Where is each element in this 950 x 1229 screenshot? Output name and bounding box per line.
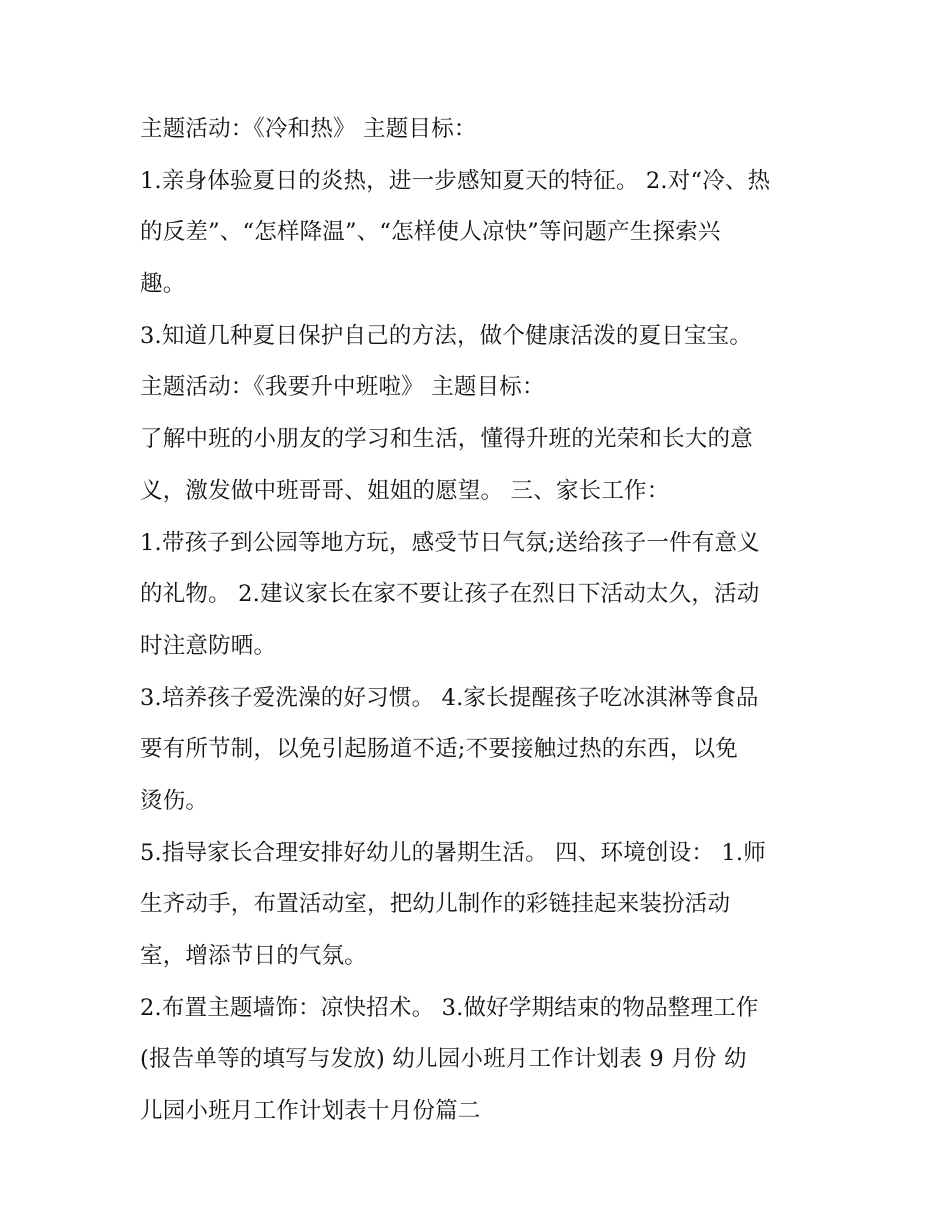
text-line: 主题活动：《冷和热》 主题目标： — [140, 116, 477, 142]
text-line: 要有所节制，以免引起肠道不适;不要接触过热的东西，以免 — [140, 736, 738, 763]
text-line: 3.知道几种夏日保护自己的方法，做个健康活泼的夏日宝宝。 — [140, 322, 753, 349]
text-line: 生齐动手，布置活动室，把幼儿制作的彩链挂起来装扮活动 — [140, 891, 731, 918]
text-line: 的礼物。 2.建议家长在家不要让孩子在烈日下活动太久，活动 — [140, 581, 760, 608]
text-line: 1.带孩子到公园等地方玩，感受节日气氛;送给孩子一件有意义 — [140, 529, 760, 556]
text-line: 的反差”、“怎样降温”、“怎样使人凉快”等问题产生探索兴 — [140, 219, 721, 246]
text-line: 室，增添节日的气氛。 — [140, 943, 368, 969]
text-line: 时注意防晒。 — [140, 632, 277, 659]
text-line: (报告单等的填写与发放) 幼儿园小班月工作计划表 9 月份 幼 — [140, 1046, 747, 1073]
text-line: 烫伤。 — [140, 787, 209, 814]
text-line: 义，激发做中班哥哥、姐姐的愿望。 三、家长工作： — [140, 477, 670, 504]
document-body — [140, 104, 820, 1138]
text-line: 5.指导家长合理安排好幼儿的暑期生活。 四、环境创设： 1.师 — [140, 839, 766, 866]
text-line: 1.亲身体验夏日的炎热，进一步感知夏天的特征。 2.对“冷、热 — [140, 167, 771, 194]
text-line: 趣。 — [140, 271, 186, 298]
text-line: 了解中班的小朋友的学习和生活，懂得升班的光荣和长大的意 — [140, 426, 753, 453]
text-line: 2.布置主题墙饰：凉快招术。 3.做好学期结束的物品整理工作 — [140, 994, 759, 1021]
text-line: 主题活动：《我要升中班啦》 主题目标： — [140, 374, 545, 401]
text-line: 儿园小班月工作计划表十月份篇二 — [140, 1098, 481, 1125]
text-line: 3.培养孩子爱洗澡的好习惯。 4.家长提醒孩子吃冰淇淋等食品 — [140, 684, 759, 711]
